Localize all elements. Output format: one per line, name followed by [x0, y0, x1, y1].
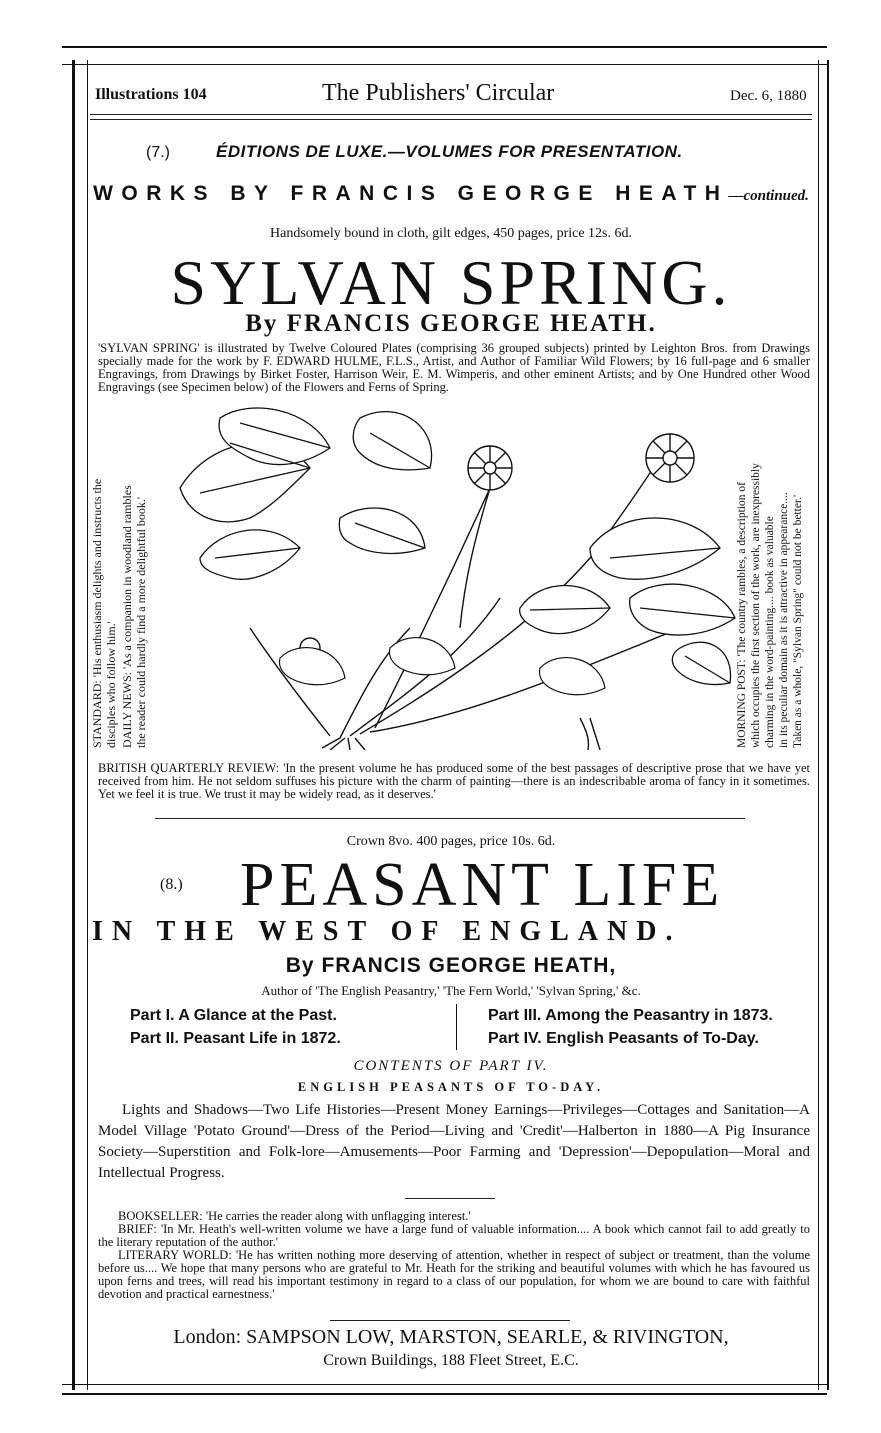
morning-post-quote-5: Taken as a whole, "Sylvan Spring" could not be better.' [792, 494, 804, 748]
review-literary-world: LITERARY WORLD: 'He has written nothing more deserving of attention, whether in respect of subject or treatment, than the volume before us.... We hope that many persons who are grateful to Mr. Heath for the striking and beautiful volumes with which he has favoured us upon ferns and trees, will read his important testimony in regard to a class of our population, for whom we are bound to care with faithful devotion and practical earnestness.' [98, 1248, 810, 1301]
review-bookseller: BOOKSELLER: 'He carries the reader along with unflagging interest.' [118, 1209, 471, 1223]
standard-quote-1: STANDARD: 'His enthusiasm delights and instructs the [90, 478, 104, 748]
standard-quote-2: disciples who follow him.' [104, 621, 118, 748]
peasant-subtitle: IN THE WEST OF ENGLAND. [92, 916, 682, 947]
left-border [72, 60, 88, 1390]
section-number: (7.) [146, 144, 170, 161]
peasant-author-note: Author of 'The English Peasantry,' 'The Fern World,' 'Sylvan Spring,' &c. [261, 983, 641, 998]
peasant-author: By FRANCIS GEORGE HEATH, [285, 954, 617, 977]
works-heading-main: WORKS BY FRANCIS GEORGE HEATH [93, 182, 729, 205]
morning-post-quote-1: MORNING POST: 'The country rambles, a description of [736, 482, 748, 748]
part-2: Part II. Peasant Life in 1872. [130, 1030, 341, 1047]
works-heading [90, 182, 812, 206]
parts-left [130, 1004, 341, 1050]
morning-post-quote-3: charming in the word-painting.... book as valuable [764, 516, 776, 748]
journal-title: The Publishers' Circular [322, 80, 555, 106]
peasant-format: Crown 8vo. 400 pages, price 10s. 6d. [346, 834, 556, 849]
works-heading-suffix: —continued. [728, 188, 809, 204]
page-number: Illustrations 104 [95, 86, 207, 103]
bottom-border [62, 1384, 827, 1395]
part-4: Part IV. English Peasants of To-Day. [488, 1030, 759, 1047]
divider-1 [155, 818, 745, 819]
sylvan-author: By FRANCIS GEORGE HEATH. [245, 310, 657, 337]
peasant-reviews [98, 1210, 810, 1301]
parts-divider [456, 1004, 457, 1050]
sylvan-title: SYLVAN SPRING. [170, 247, 732, 318]
publisher-line-1: London: SAMPSON LOW, MARSTON, SEARLE, & RIVINGTON, [173, 1326, 729, 1348]
peasant-title: PEASANT LIFE [240, 851, 725, 919]
contents-text: Lights and Shadows—Two Life Histories—Present Money Earnings—Privileges—Cottages and Sanitation—A Model Village 'Potato Ground'—Dress of the Period—Living and 'Credit'—Halberton in 1880—A Pig Insurance Society—Superstition and Folk-lore—Amusements—Poor Farming and 'Depression'—Depopulation—Moral and Intellectual Progress. [98, 1102, 810, 1181]
morning-post-quote-2: which occupies the first section of the work, are inexpressibly [750, 463, 762, 748]
peasant-number: (8.) [160, 876, 183, 893]
right-border [818, 60, 829, 1390]
header-rule [90, 114, 812, 115]
divider-2 [405, 1198, 495, 1199]
top-border [62, 46, 827, 65]
morning-post-quote-4: in its peculiar domain as it is attractive in appearance.... [778, 492, 790, 748]
review-brief: BRIEF: 'In Mr. Heath's well-written volume we have a large fund of valuable information.... A book which cannot fail to add greatly to the literary reputation of the author.' [98, 1222, 810, 1249]
part-3: Part III. Among the Peasantry in 1873. [488, 1007, 773, 1024]
issue-date: Dec. 6, 1880 [730, 88, 807, 104]
daily-news-quote-1: DAILY NEWS: 'As a companion in woodland rambles [120, 485, 134, 748]
header-rule-2 [90, 119, 812, 120]
strawberry-plant-engraving [160, 398, 740, 750]
parts-right [488, 1004, 773, 1050]
section-title: ÉDITIONS DE LUXE.—VOLUMES FOR PRESENTATION. [216, 142, 683, 161]
british-quarterly-review: BRITISH QUARTERLY REVIEW: 'In the present volume he has produced some of the best passages of descriptive prose that we have yet received from him. He not seldom suffuses his picture with the charm of painting—there is an indescribable aroma of fancy in it sometimes. Yet we feel it is true. We trust it may be widely read, as it deserves.' [98, 761, 810, 801]
sylvan-description: 'SYLVAN SPRING' is illustrated by Twelve Coloured Plates (comprising 36 grouped subjects) printed by Leighton Bros. from Drawings specially made for the work by F. EDWARD HULME, F.L.S., Artist, and Author of Familiar Wild Flowers; by 16 full-page and 6 smaller Engravings, from Drawings by Birket Foster, Harrison Weir, E. M. Wimperis, and other eminent Artists; and by One Hundred other Wood Engravings (see Specimen below) of the Flowers and Ferns of Spring. [98, 341, 810, 394]
daily-news-quote-2: the reader could hardly find a more delightful book.' [134, 496, 148, 748]
divider-3 [330, 1320, 570, 1321]
contents-subheading: ENGLISH PEASANTS OF TO-DAY. [297, 1080, 605, 1094]
part-1: Part I. A Glance at the Past. [130, 1007, 337, 1024]
contents-heading: CONTENTS OF PART IV. [353, 1058, 549, 1074]
sylvan-binding: Handsomely bound in cloth, gilt edges, 450 pages, price 12s. 6d. [270, 226, 632, 241]
publisher-address: Crown Buildings, 188 Fleet Street, E.C. [323, 1352, 579, 1369]
